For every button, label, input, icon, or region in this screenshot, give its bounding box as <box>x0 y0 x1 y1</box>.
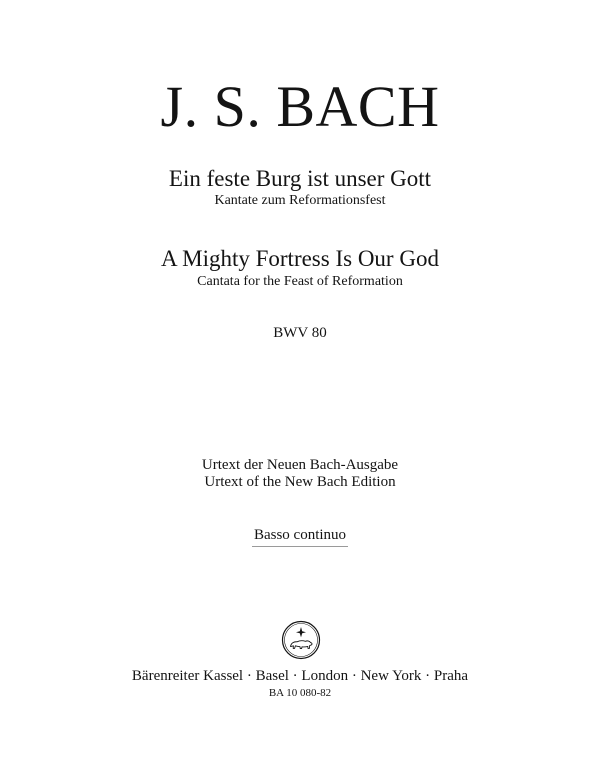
publisher-line: Bärenreiter Kassel · Basel · London · New York · Praha <box>131 668 469 684</box>
order-number: BA 10 080-82 <box>268 687 332 699</box>
subtitle-english: Cantata for the Feast of Reformation <box>197 274 403 289</box>
edition-note-english: Urtext of the New Bach Edition <box>204 474 396 490</box>
edition-note-german: Urtext der Neuen Bach-Ausgabe <box>201 457 399 473</box>
composer-name: J. S. BACH <box>160 74 440 139</box>
subtitle-german: Kantate zum Reformationsfest <box>214 193 386 208</box>
part-label: Basso continuo <box>252 528 348 547</box>
catalog-number: BWV 80 <box>273 325 327 341</box>
title-german: Ein feste Burg ist unser Gott <box>168 166 432 191</box>
baerenreiter-bear-logo-icon <box>281 620 321 660</box>
part-label-container <box>0 527 600 547</box>
title-english: A Mighty Fortress Is Our God <box>161 246 439 271</box>
